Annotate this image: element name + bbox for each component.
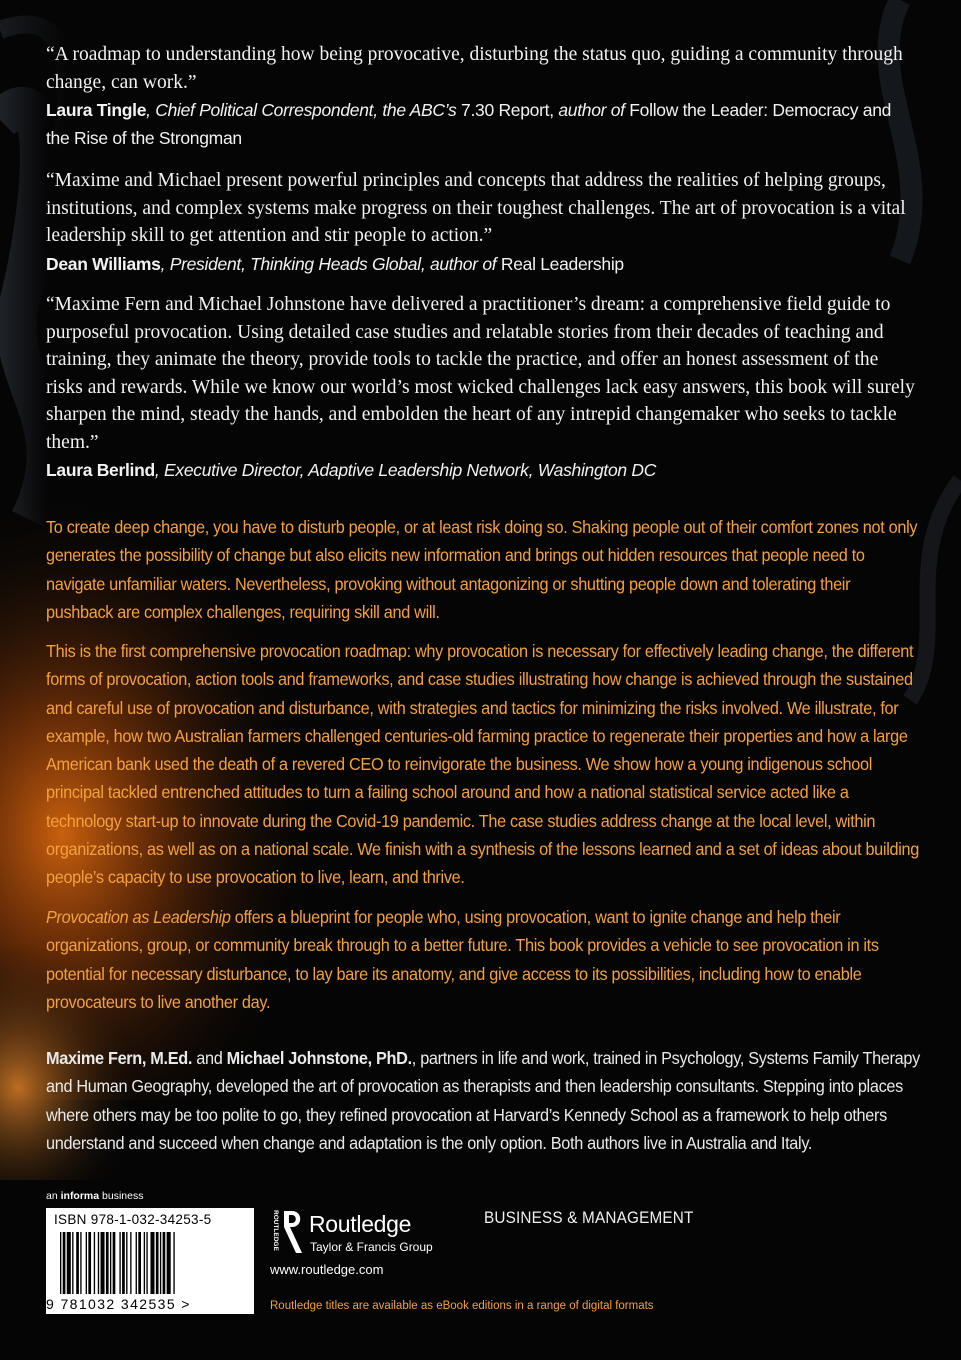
ebook-note: Routledge titles are available as eBook editions in a range of digital formats xyxy=(270,1300,654,1312)
routledge-logo-icon xyxy=(270,1208,310,1258)
author-name: Michael Johnstone, PhD. xyxy=(226,1048,412,1068)
quote-text: “Maxime and Michael present powerful principles and concepts that address the realities of helping groups, institutions, and complex systems make progress on their toughest challenges. The art of provocation is a vital leadership skill to get attention and stir people to action.” xyxy=(46,170,906,246)
publisher-name: Routledge xyxy=(309,1211,412,1237)
book-category: BUSINESS & MANAGEMENT xyxy=(484,1208,694,1227)
endorsement-quote xyxy=(46,291,916,484)
isbn-label: ISBN 978-1-032-34253-5 xyxy=(54,1212,212,1227)
endorser-name: Laura Tingle xyxy=(46,100,147,120)
blurb-paragraph: This is the first comprehensive provocation roadmap: why provocation is necessary for effectively leading change, the different forms of provocation, action tools and frameworks, and case studies illustrating how change is achieved through the sustained and careful use of provocation and disturbance, with strategies and tactics for minimizing the risks involved. We illustrate, for example, how two Australian farmers challenged centuries-old farming practice to regenerate their properties and how a large American bank used the death of a revered CEO to reinvigorate the business. We show how a young indigenous school principal tackled entrenched attitudes to turn a failing school around and how a national statistical service acted like a technology start-up to innovate during the Covid-19 pandemic. The case studies address change at the local level, within organizations, as well as on a national scale. We finish with a synthesis of the lessons learned and a set of ideas about building people’s capacity to use provocation to live, learn, and thrive. xyxy=(46,641,919,888)
endorsement-quote xyxy=(46,41,916,152)
quote-attribution: Dean Williams, President, Thinking Heads Global, author of Real Leadership xyxy=(46,253,624,274)
routledge-vertical-label: ROUTLEDGE xyxy=(272,1210,279,1251)
barcode-icon xyxy=(46,1230,254,1296)
barcode-digits: 9 781032 342535 > xyxy=(46,1296,191,1312)
blurb-paragraph: To create deep change, you have to disturb people, or at least risk doing so. Shaking people out of their comfort zones not only generates the possibility of change but also elicits new information and brings out hidden resources that people need to navigate unfamiliar waters. Nevertheless, provoking without antagonizing or shutting people down and tolerating their pushback are complex challenges, requiring skill and will. xyxy=(46,517,918,622)
quote-attribution: Laura Tingle, Chief Political Correspondent, the ABC’s 7.30 Report, author of Follow the Leader: Democracy and the Rise of the Strongman xyxy=(46,100,892,148)
book-title: Follow the Leader: Democracy and the Rise of the Strongman xyxy=(46,100,892,148)
informa-business-label: an informa business xyxy=(46,1190,144,1202)
endorser-name: Laura Berlind xyxy=(46,460,155,480)
quote-attribution: Laura Berlind, Executive Director, Adaptive Leadership Network, Washington DC xyxy=(46,460,657,480)
quote-text: “A roadmap to understanding how being provocative, disturbing the status quo, guiding a community through change, can work.” xyxy=(46,44,903,93)
book-title: Provocation as Leadership xyxy=(46,907,231,927)
quote-text: “Maxime Fern and Michael Johnstone have delivered a practitioner’s dream: a comprehensive field guide to purposeful provocation. Using detailed case studies and relatable stories from their decades of teaching and training, they animate the theory, provide tools to tackle the practice, and offer an honest assessment of the risks and rewards. While we know our world’s most wicked challenges lack easy answers, this book will surely sharpen the mind, steady the hands, and embolden the heart of any intrepid changemaker who seeks to tackle them.” xyxy=(46,294,915,453)
book-title: Real Leadership xyxy=(496,253,624,274)
publisher-url: www.routledge.com xyxy=(270,1262,384,1277)
isbn-barcode xyxy=(46,1208,254,1314)
publisher-group: Taylor & Francis Group xyxy=(310,1240,433,1254)
endorsement-quote xyxy=(46,167,916,278)
endorser-name: Dean Williams xyxy=(46,253,161,274)
blurb-paragraph: Provocation as Leadership offers a blueprint for people who, using provocation, want to ignite change and help their organizations, group, or community break through to a better future. This book provides a vehicle to see provocation in its potential for necessary disturbance, to lay bare its anatomy, and give access to its possibilities, including how to enable provocateurs to live another day. xyxy=(46,907,879,1012)
author-bio: Maxime Fern, M.Ed. and Michael Johnstone, PhD., partners in life and work, trained in Psychology, Systems Family Therapy and Human Geography, developed the art of provocation as therapists and then leadership consultants. Stepping into places where others may be too polite to go, they refined provocation at Harvard’s Kennedy School as a framework to help others understand and succeed when change and adaptation is the only option. Both authors live in Australia and Italy. xyxy=(46,1048,920,1153)
author-name: Maxime Fern, M.Ed. xyxy=(46,1048,193,1068)
